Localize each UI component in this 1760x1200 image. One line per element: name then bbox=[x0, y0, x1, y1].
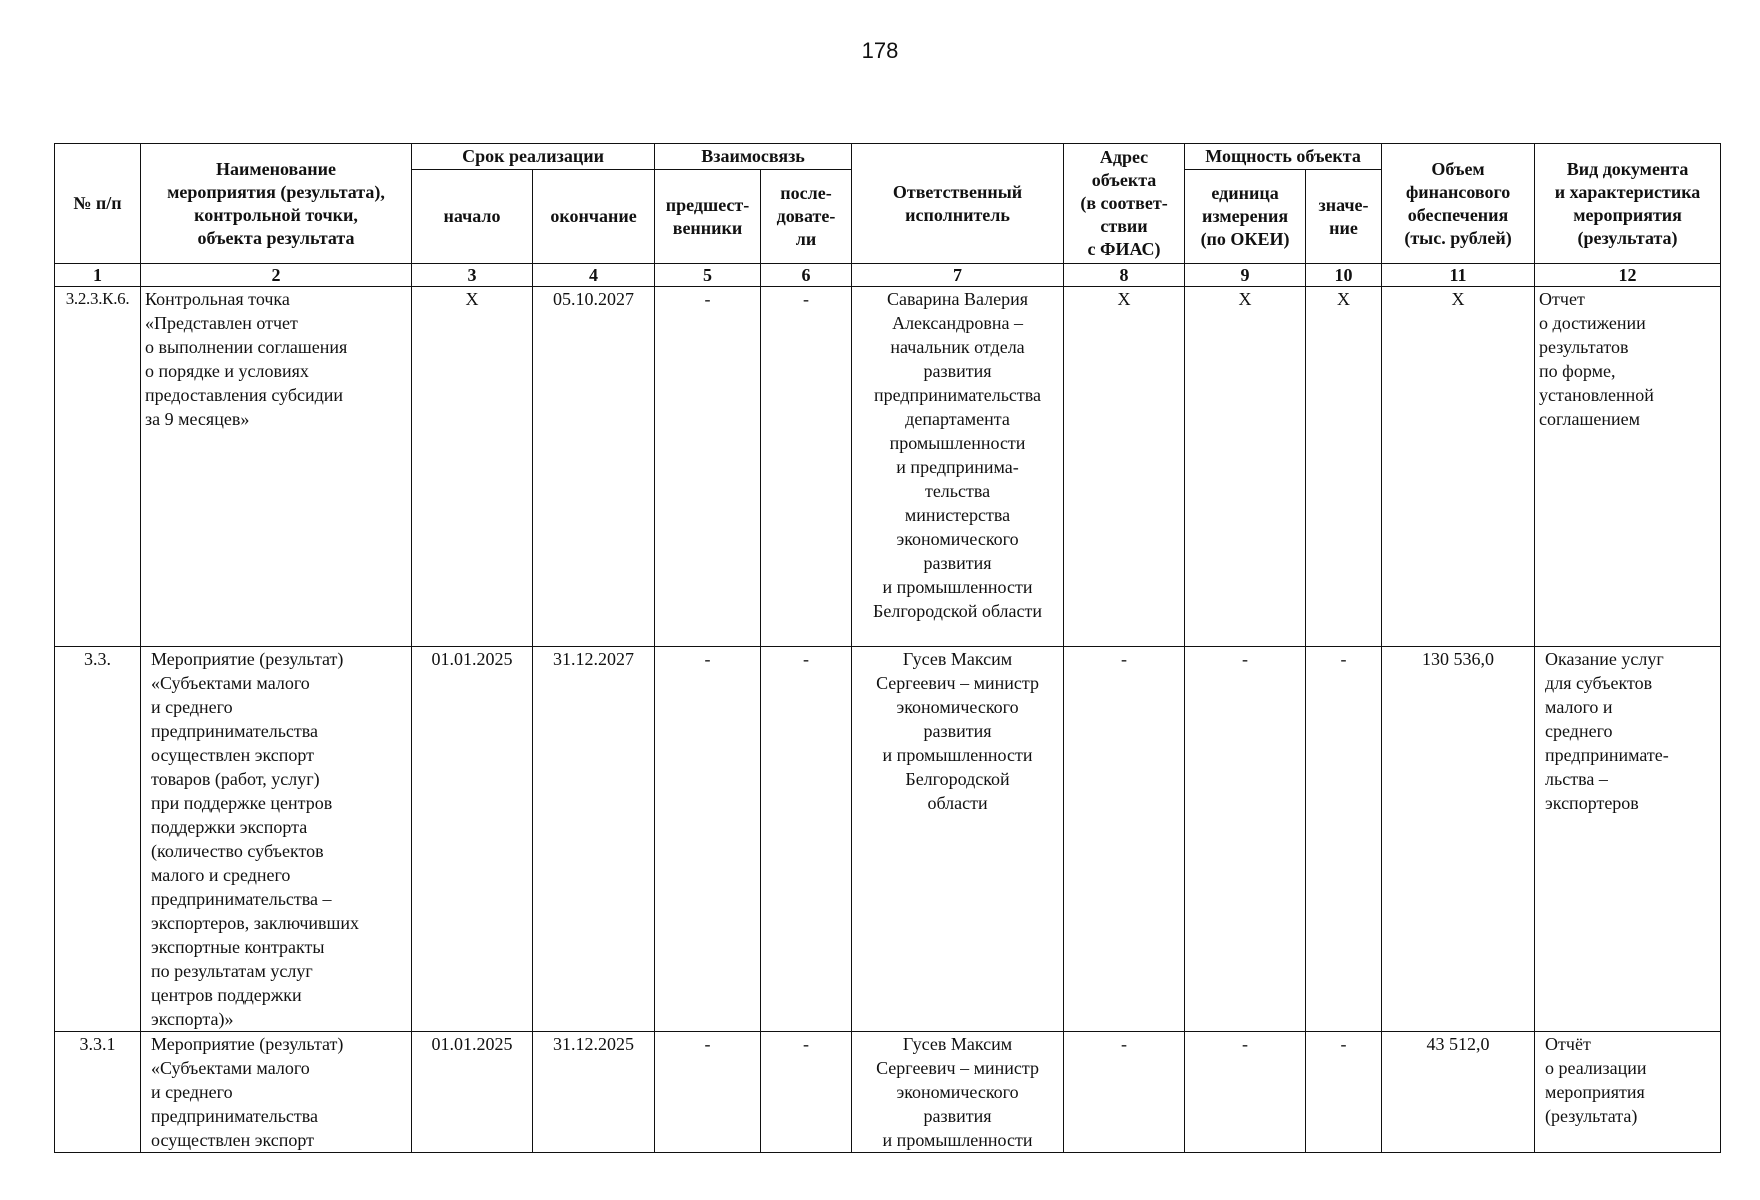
column-number: 10 bbox=[1306, 264, 1382, 287]
row-successors: - bbox=[761, 1032, 852, 1153]
row-start: 01.01.2025 bbox=[412, 647, 533, 1032]
column-number: 9 bbox=[1185, 264, 1306, 287]
header-finance: Объем финансового обеспечения (тыс. рублей) bbox=[1382, 144, 1535, 264]
row-address: - bbox=[1064, 1032, 1185, 1153]
row-start: X bbox=[412, 287, 533, 647]
column-number: 3 bbox=[412, 264, 533, 287]
row-number: 3.3.1 bbox=[55, 1032, 141, 1153]
header-predecessors: предшест- венники bbox=[655, 170, 761, 264]
events-table bbox=[54, 143, 1721, 1153]
row-value: X bbox=[1306, 287, 1382, 647]
row-doc: Отчет о достижении результатов по форме, установленной соглашением bbox=[1535, 287, 1721, 647]
header-name: Наименование мероприятия (результата), контрольной точки, объекта результата bbox=[141, 144, 412, 264]
table-row bbox=[55, 1032, 1721, 1153]
header-doc: Вид документа и характеристика мероприятия (результата) bbox=[1535, 144, 1721, 264]
header-group-link: Взаимосвязь bbox=[655, 144, 852, 170]
header-group-capacity: Мощность объекта bbox=[1185, 144, 1382, 170]
column-number: 4 bbox=[533, 264, 655, 287]
row-name: Контрольная точка «Представлен отчет о выполнении соглашения о порядке и условиях предоставления субсидии за 9 месяцев» bbox=[141, 287, 412, 647]
row-predecessors: - bbox=[655, 287, 761, 647]
header-unit: единица измерения (по ОКЕИ) bbox=[1185, 170, 1306, 264]
row-name: Мероприятие (результат) «Субъектами малого и среднего предпринимательства осуществлен экспорт bbox=[141, 1032, 412, 1153]
header-address: Адрес объекта (в соответ- ствии с ФИАС) bbox=[1064, 144, 1185, 264]
header-start: начало bbox=[412, 170, 533, 264]
column-number: 8 bbox=[1064, 264, 1185, 287]
column-number-row bbox=[55, 264, 1721, 287]
header-responsible: Ответственный исполнитель bbox=[852, 144, 1064, 264]
header-group-term: Срок реализации bbox=[412, 144, 655, 170]
row-doc: Отчёт о реализации мероприятия (результата) bbox=[1535, 1032, 1721, 1153]
row-end: 31.12.2027 bbox=[533, 647, 655, 1032]
row-address: - bbox=[1064, 647, 1185, 1032]
row-responsible: Гусев Максим Сергеевич – министр экономического развития и промышленности Белгородской области bbox=[852, 647, 1064, 1032]
row-finance: 130 536,0 bbox=[1382, 647, 1535, 1032]
column-number: 7 bbox=[852, 264, 1064, 287]
row-number: 3.3. bbox=[55, 647, 141, 1032]
column-number: 6 bbox=[761, 264, 852, 287]
row-successors: - bbox=[761, 287, 852, 647]
row-value: - bbox=[1306, 1032, 1382, 1153]
row-responsible: Саварина Валерия Александровна – начальник отдела развития предпринимательства департамента промышленности и предпринима- тельства министерства экономического развития и промышленности Белгородской области bbox=[852, 287, 1064, 647]
row-predecessors: - bbox=[655, 1032, 761, 1153]
row-end: 05.10.2027 bbox=[533, 287, 655, 647]
row-finance: X bbox=[1382, 287, 1535, 647]
row-successors: - bbox=[761, 647, 852, 1032]
row-end: 31.12.2025 bbox=[533, 1032, 655, 1153]
row-value: - bbox=[1306, 647, 1382, 1032]
row-number: 3.2.3.К.6. bbox=[55, 287, 141, 647]
row-name: Мероприятие (результат) «Субъектами малого и среднего предпринимательства осуществлен экспорт товаров (работ, услуг) при поддержке центров поддержки экспорта (количество субъектов малого и среднего предпринимательства – экспортеров, заключивших экспортные контракты по результатам услуг центров поддержки экспорта)» bbox=[141, 647, 412, 1032]
header-end: окончание bbox=[533, 170, 655, 264]
row-address: X bbox=[1064, 287, 1185, 647]
table-row bbox=[55, 647, 1721, 1032]
column-number: 1 bbox=[55, 264, 141, 287]
row-unit: - bbox=[1185, 647, 1306, 1032]
column-number: 5 bbox=[655, 264, 761, 287]
row-finance: 43 512,0 bbox=[1382, 1032, 1535, 1153]
column-number: 2 bbox=[141, 264, 412, 287]
row-unit: X bbox=[1185, 287, 1306, 647]
header-number: № п/п bbox=[55, 144, 141, 264]
page-number: 178 bbox=[861, 38, 899, 63]
row-start: 01.01.2025 bbox=[412, 1032, 533, 1153]
header-successors: после- довате- ли bbox=[761, 170, 852, 264]
header-value: значе- ние bbox=[1306, 170, 1382, 264]
row-unit: - bbox=[1185, 1032, 1306, 1153]
row-responsible: Гусев Максим Сергеевич – министр экономического развития и промышленности bbox=[852, 1032, 1064, 1153]
row-doc: Оказание услуг для субъектов малого и среднего предпринимате- льства – экспортеров bbox=[1535, 647, 1721, 1032]
row-predecessors: - bbox=[655, 647, 761, 1032]
column-number: 12 bbox=[1535, 264, 1721, 287]
column-number: 11 bbox=[1382, 264, 1535, 287]
table-row bbox=[55, 287, 1721, 647]
